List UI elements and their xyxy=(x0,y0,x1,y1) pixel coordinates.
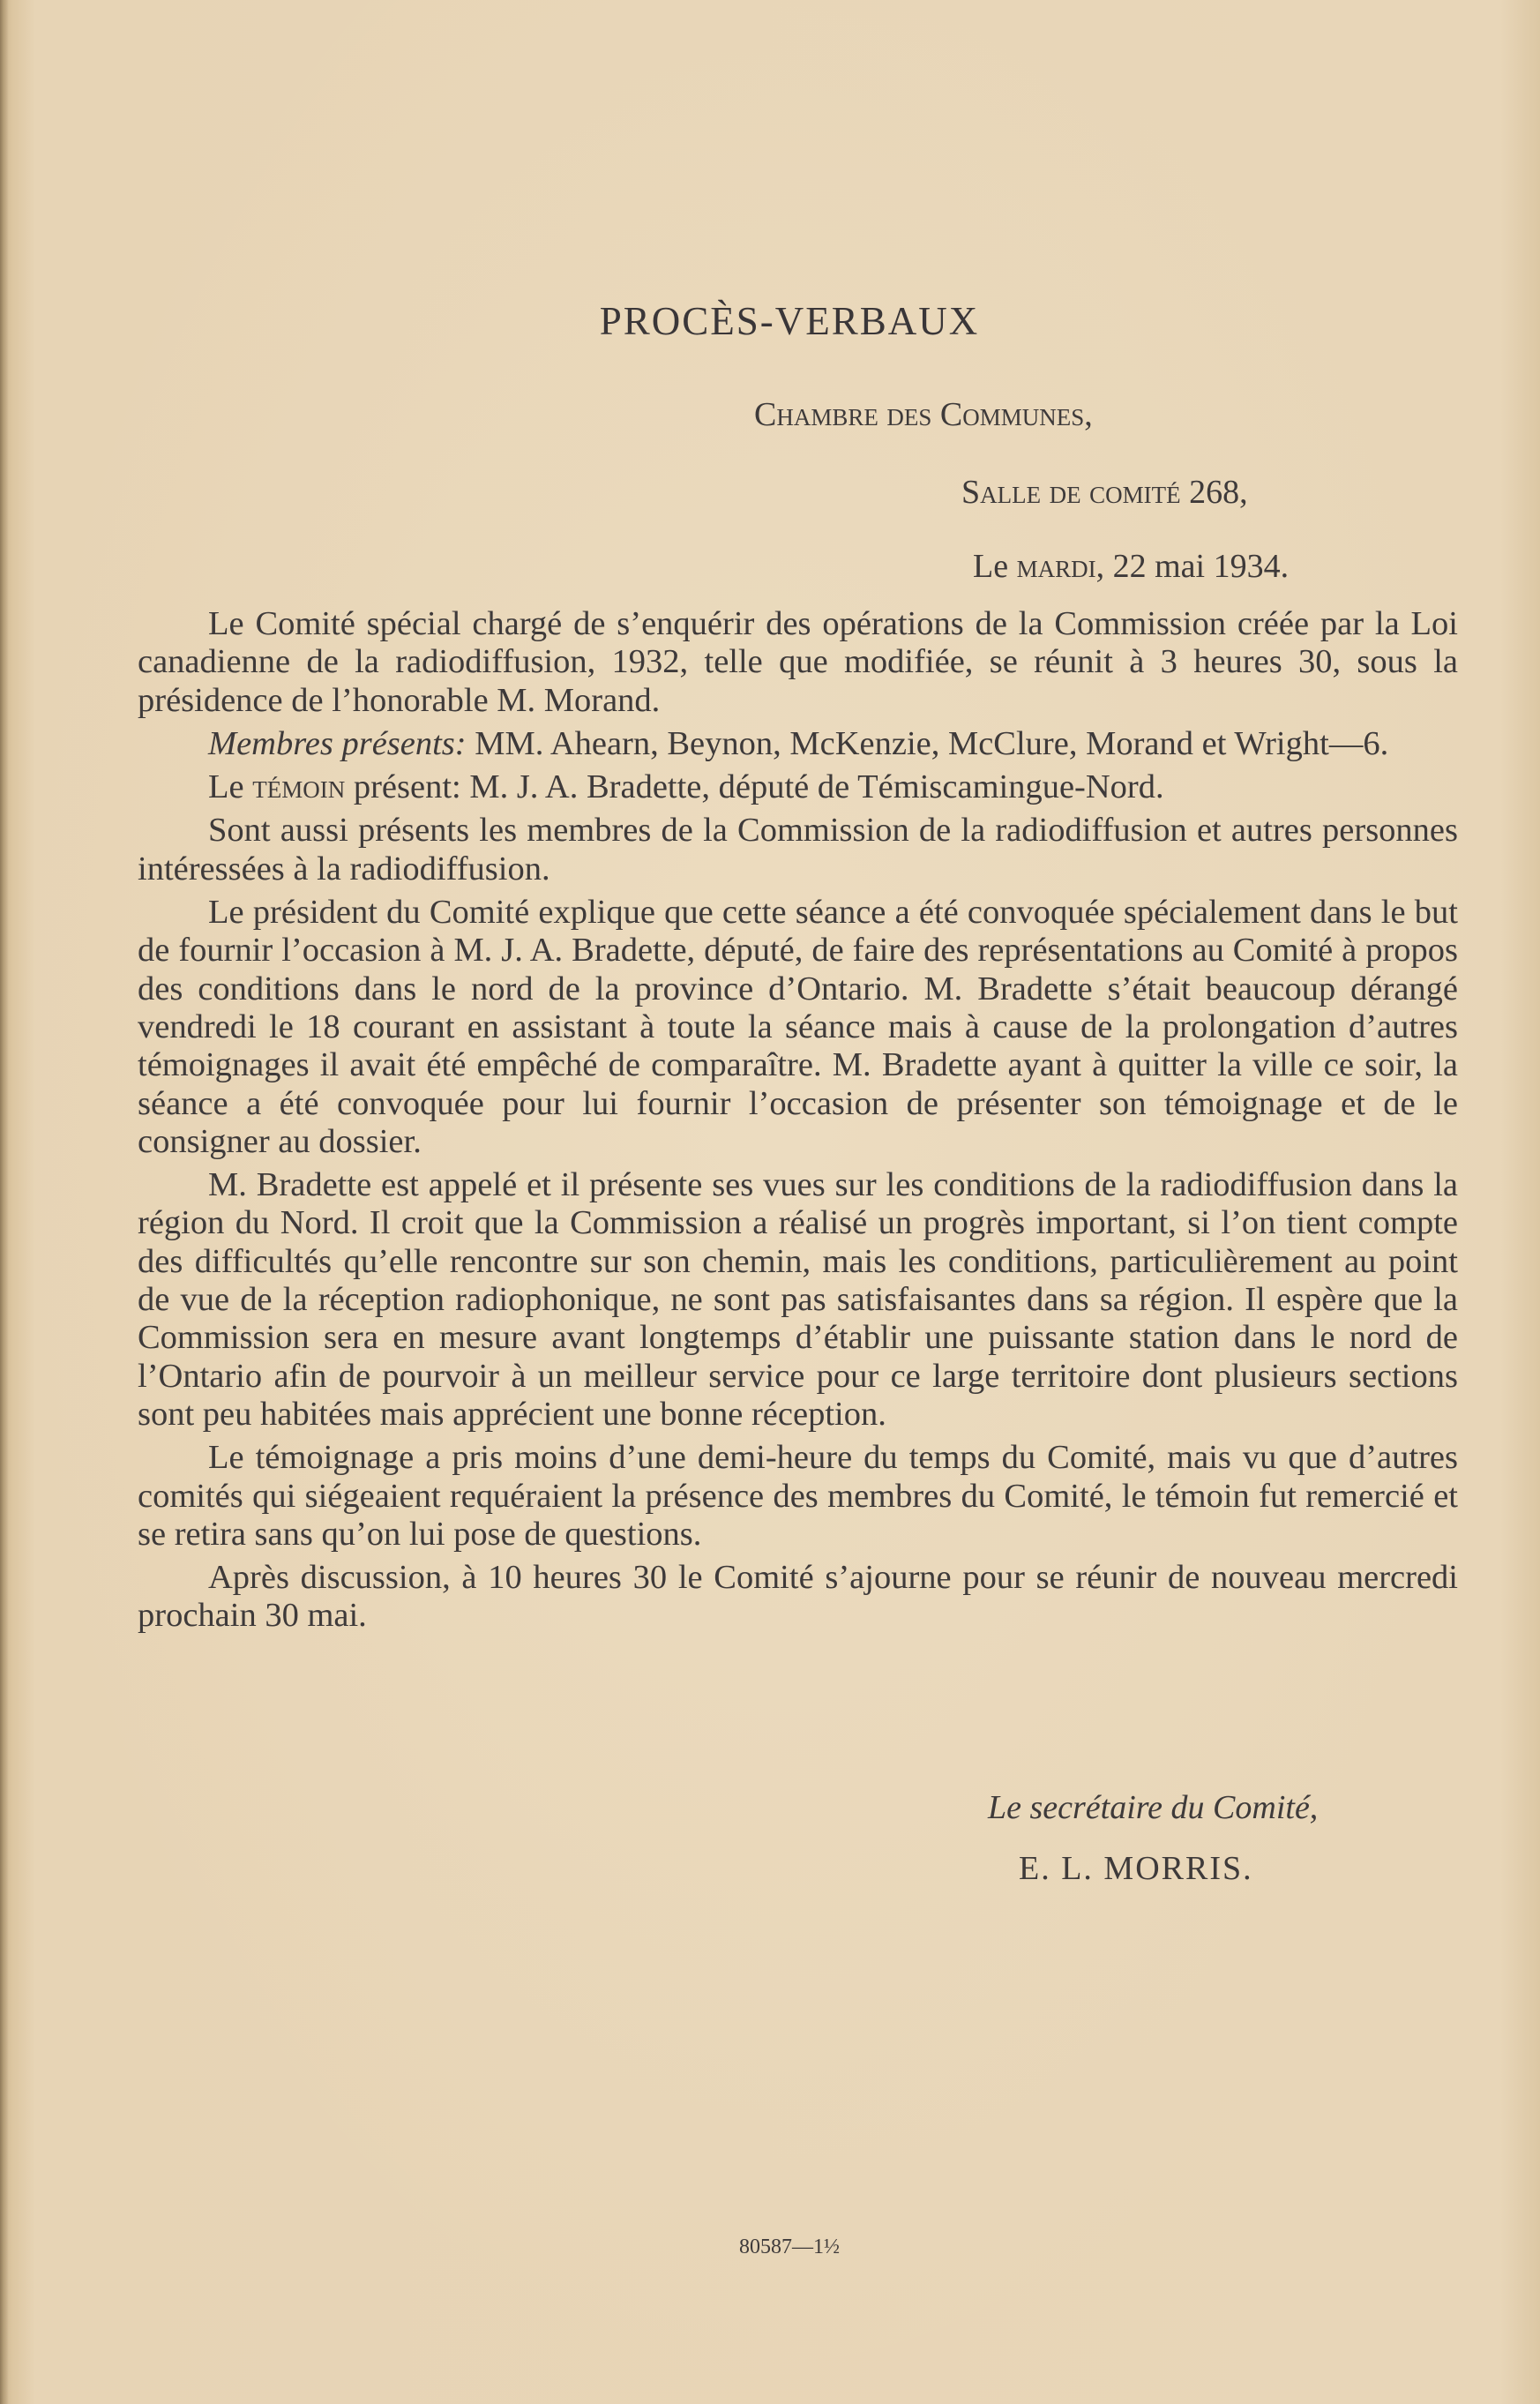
address-line-room: Salle de comité 268, xyxy=(961,474,1248,511)
paragraph-opening: Le Comité spécial chargé de s’enquérir des opérations de la Commission créée par la Loi canadienne de la radiodiffusion, 1932, telle que modifiée, se réunit à 3 heures 30, sous la présidence de l’honorable M. Morand. xyxy=(138,605,1458,719)
page-edge-shadow xyxy=(0,0,9,2404)
document-title: PROCÈS-VERBAUX xyxy=(599,299,980,343)
paragraph-members xyxy=(138,725,1458,763)
address-line-chamber: Chambre des Communes, xyxy=(754,396,1093,433)
paragraph-also-present: Sont aussi présents les membres de la Commission de la radiodiffusion et autres personnes intéressées à la radiodiffusion. xyxy=(138,812,1458,887)
page-footer-number: 80587—1½ xyxy=(739,2235,840,2258)
signature-role: Le secrétaire du Comité, xyxy=(988,1789,1319,1826)
paragraph-witness xyxy=(138,768,1458,806)
paragraph-president: Le président du Comité explique que cette séance a été convoquée spécialement dans le but de fournir l’occasion à M. J. A. Bradette, député, de faire des représentations au Comité à propos des conditions dans le nord de la province d’Ontario. M. Bradette s’était beaucoup dérangé vendredi le 18 courant en assistant à toute la séance mais à cause de la prolongation d’autres témoignages il avait été empêché de comparaître. M. Bradette ayant à quitter la ville ce soir, la séance a été convoquée pour lui fournir l’occasion de présenter son témoignage et de le consigner au dossier. xyxy=(138,894,1458,1160)
minutes-body xyxy=(138,605,1458,1641)
date-rest: , 22 mai 1934. xyxy=(1095,548,1290,585)
paragraph-adjournment: Après discussion, à 10 heures 30 le Comité s’ajourne pour se réunir de nouveau mercredi prochain 30 mai. xyxy=(138,1559,1458,1635)
members-list: MM. Ahearn, Beynon, McKenzie, McClure, Morand et Wright—6. xyxy=(466,724,1389,762)
date-prefix: Le xyxy=(973,548,1017,585)
signature-name: E. L. MORRIS. xyxy=(1019,1850,1253,1887)
members-label: Membres présents: xyxy=(208,724,467,762)
paragraph-duration: Le témoignage a pris moins d’une demi-heure du temps du Comité, mais vu que d’autres comités qui siégeaient requéraient la présence des membres du Comité, le témoin fut remercié et se retira sans qu’on lui pose de questions. xyxy=(138,1439,1458,1553)
witness-text: présent: M. J. A. Bradette, député de Témiscamingue-Nord. xyxy=(345,768,1164,806)
paragraph-testimony: M. Bradette est appelé et il présente ses vues sur les conditions de la radiodiffusion dans la région du Nord. Il croit que la Commission a réalisé un progrès important, si l’on tient compte des difficultés qu’elle rencontre sur son chemin, mais les conditions, particulièrement au point de vue de la réception radiophonique, ne sont pas satisfaisantes dans sa région. Il espère que la Commission sera en mesure avant longtemps d’établir une puissante station dans le nord de l’Ontario afin de pourvoir à un meilleur service pour ce large territoire dont plusieurs sections sont peu habitées mais apprécient une bonne réception. xyxy=(138,1166,1458,1433)
witness-label: témoin xyxy=(252,768,346,806)
witness-prefix: Le xyxy=(208,768,253,806)
date-day: mardi xyxy=(1016,548,1096,585)
address-line-date xyxy=(973,547,1289,586)
